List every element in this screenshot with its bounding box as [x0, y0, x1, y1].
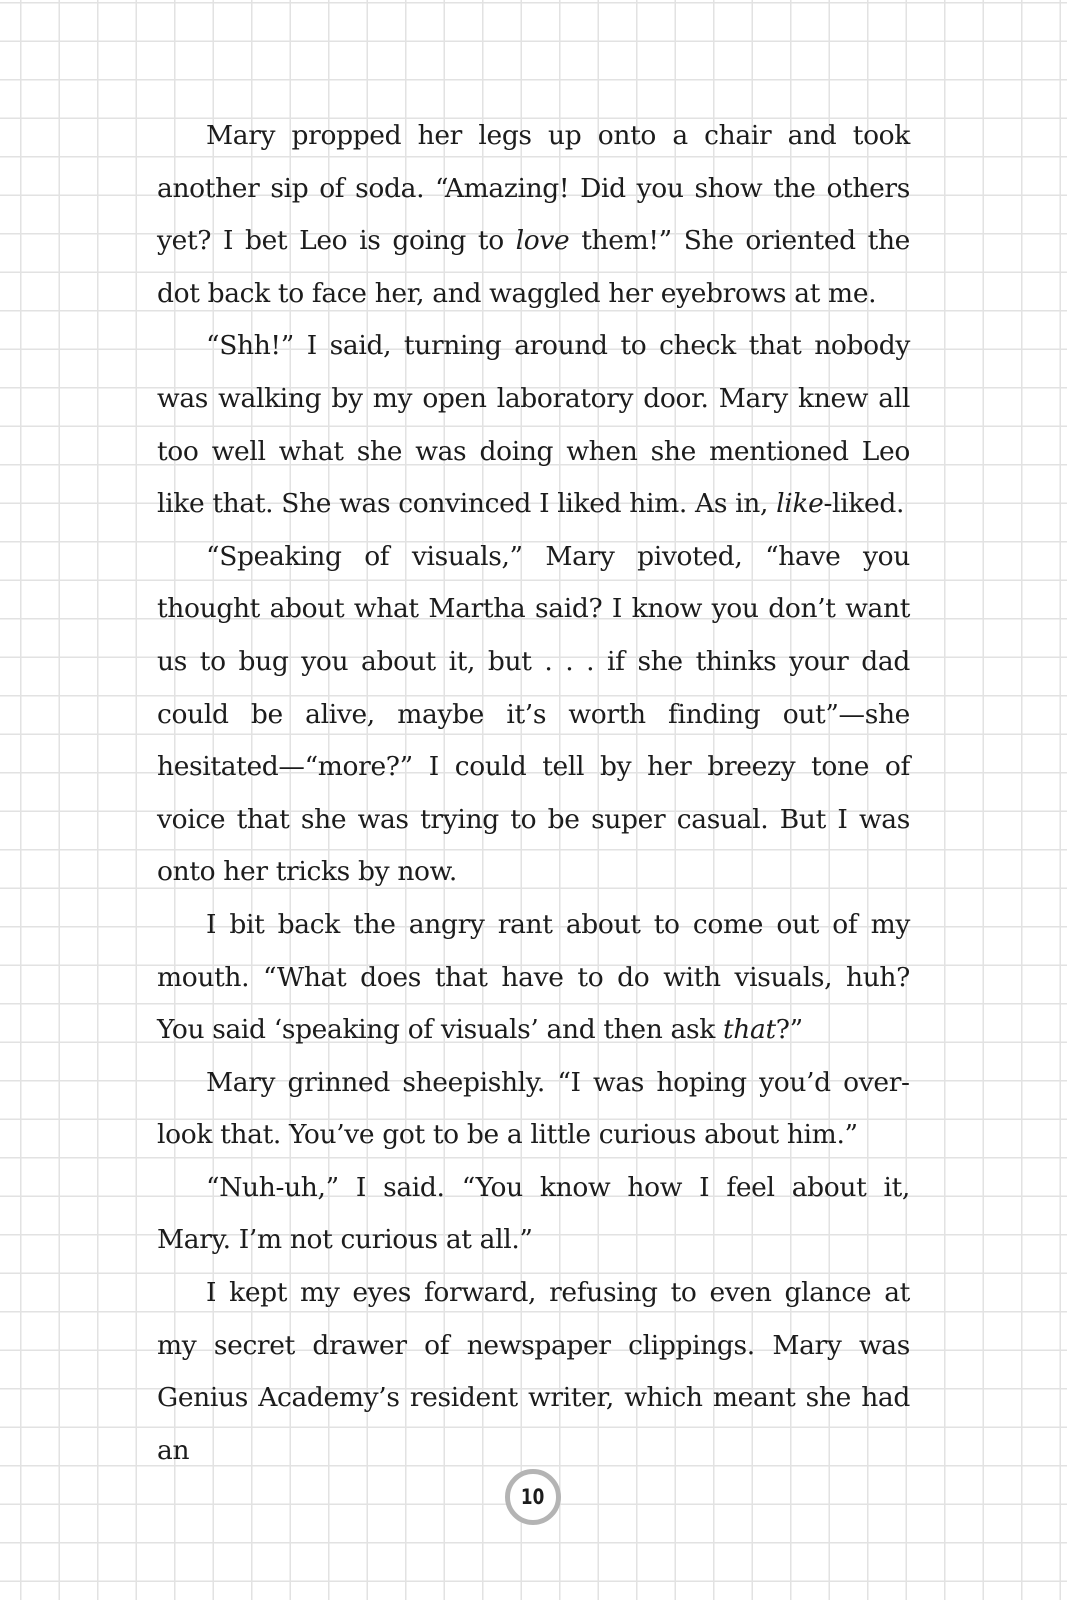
paragraph: [157, 531, 910, 899]
italic-run: love: [515, 225, 570, 257]
page-number: 10: [521, 1485, 545, 1509]
italic-run: that: [723, 1014, 776, 1046]
italic-run: like: [776, 488, 824, 520]
text-run: I kept my eyes forward, refusing to even glance at my secret drawer of newspaper clippings. Mary was Genius Academy’s resident writer, which meant she had an: [157, 1277, 910, 1466]
paragraph: [157, 110, 910, 320]
text-run: I bit back the angry rant about to come out of my mouth. “What does that have to do with visuals, huh? You said ‘speaking of visuals’ and then ask: [157, 908, 910, 1046]
paragraph: [157, 320, 910, 530]
page-text-body: [157, 110, 910, 1477]
paragraph: [157, 899, 910, 1057]
paragraph: [157, 1057, 910, 1162]
paragraph: [157, 1162, 910, 1267]
paragraph: [157, 1267, 910, 1477]
text-run: -liked.: [823, 488, 905, 520]
page-number-badge: [505, 1469, 561, 1525]
text-run: “Shh!” I said, turning around to check that nobody was walking by my open laboratory door. Mary knew all too well what she was doing when she mentioned Leo like that. She was convinced I liked him. As in,: [157, 330, 910, 520]
text-run: them!” She oriented the dot back to face her, and waggled her eyebrows at me.: [157, 225, 910, 309]
text-run: Mary propped her legs up onto a chair and took another sip of soda. “Amazing! Did you show the others yet? I bet Leo is going to: [157, 120, 910, 257]
text-run: ?”: [775, 1014, 803, 1046]
text-run: “Speaking of visuals,” Mary pivoted, “have you thought about what Martha said? I know you don’t want us to bug you about it, but . . . if she thinks your dad could be alive, maybe it’s worth finding out”—she hesitated—“more?” I could tell by her breezy tone of voice that she was trying to be super casual. But I was onto her tricks by now.: [157, 540, 910, 888]
text-run: “Nuh-uh,” I said. “You know how I feel about it, Mary. I’m not curious at all.”: [157, 1171, 910, 1256]
text-run: Mary grinned sheepishly. “I was hoping you’d overlook that. You’ve got to be a little curious about him.”: [157, 1066, 910, 1151]
